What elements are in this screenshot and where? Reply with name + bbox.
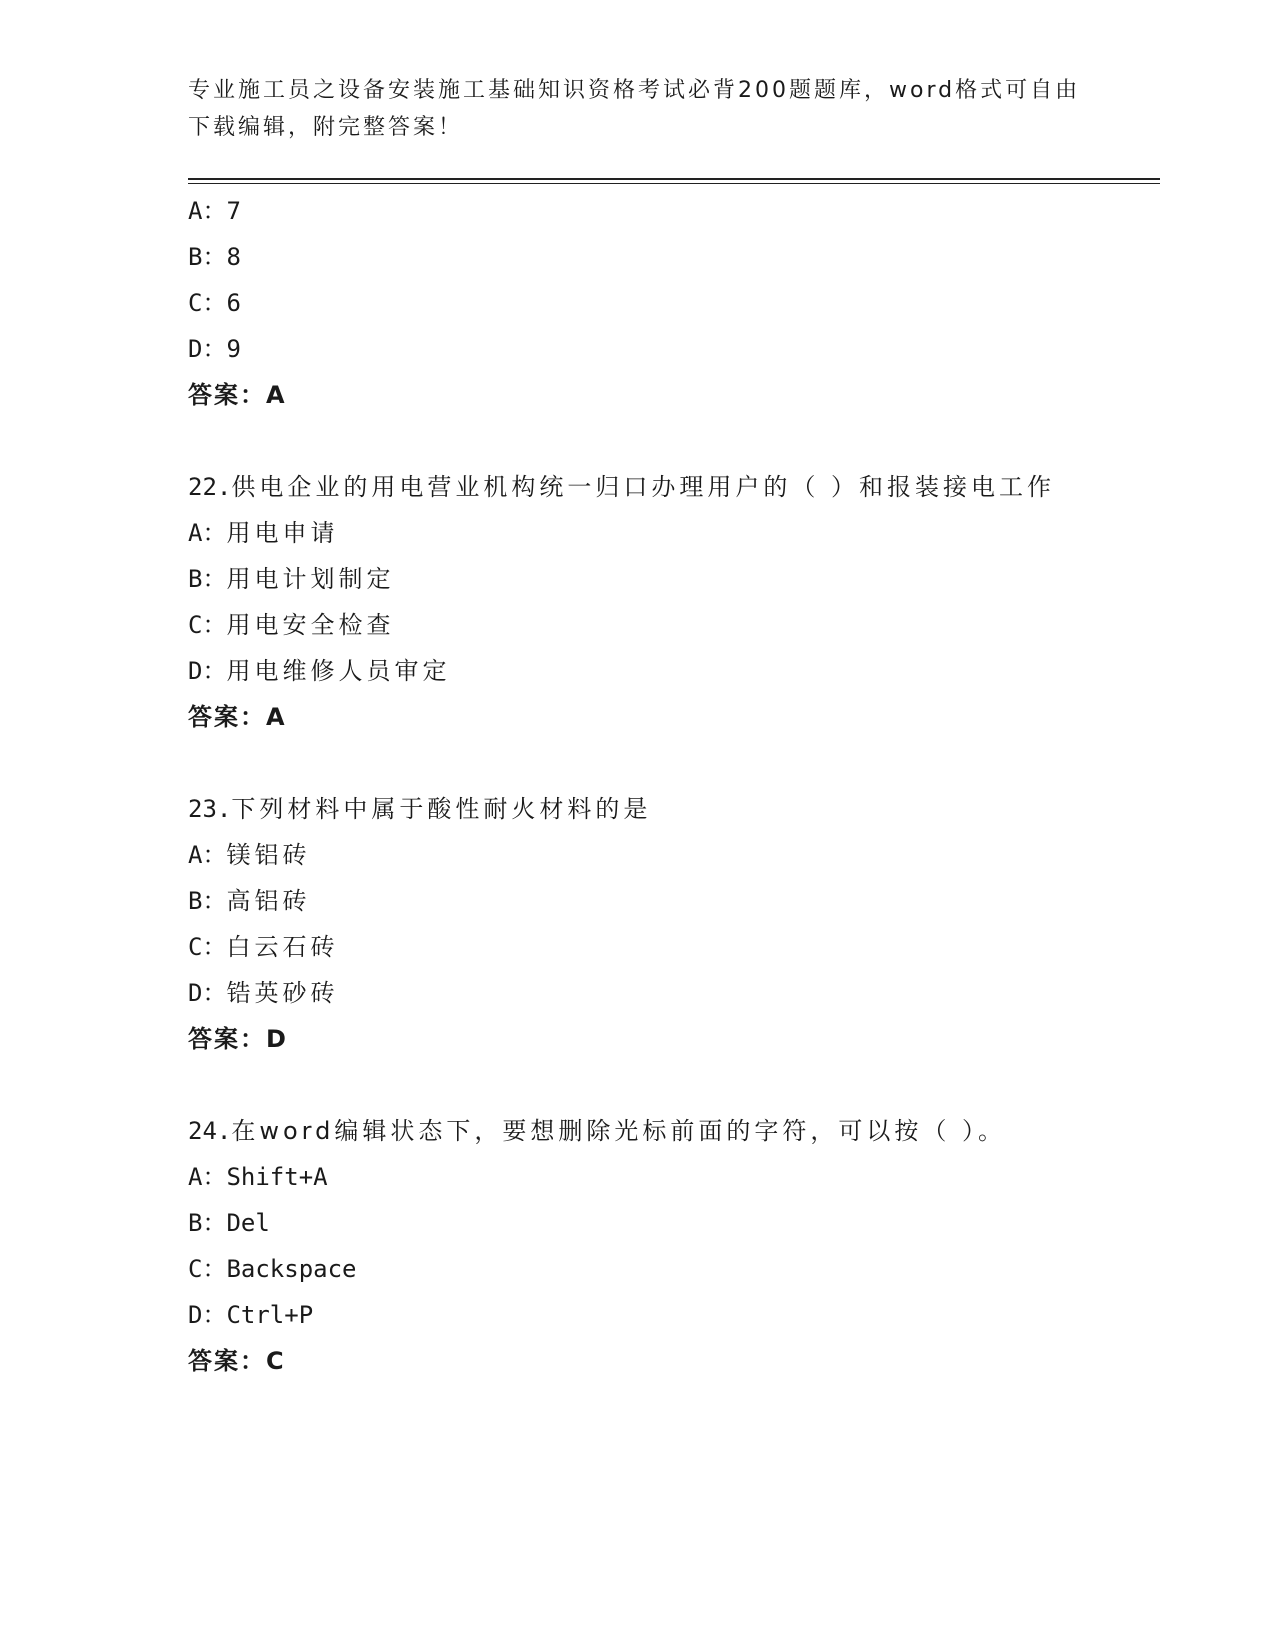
option-key: A： (188, 1163, 227, 1191)
option-d (188, 1292, 1088, 1338)
option-text: 用电安全检查 (226, 611, 395, 639)
document-title: 专业施工员之设备安装施工基础知识资格考试必背200题题库，word格式可自由下载编辑，附完整答案！ (188, 78, 1081, 140)
option-c (188, 1246, 1088, 1292)
option-c (188, 280, 1088, 326)
header-rule-thin (188, 183, 1160, 184)
option-a (188, 832, 1088, 878)
option-text: Shift+A (226, 1163, 328, 1191)
option-b (188, 878, 1088, 924)
option-key: B： (188, 565, 227, 593)
option-key: A： (188, 197, 227, 225)
option-key: B： (188, 243, 227, 271)
option-a (188, 510, 1088, 556)
option-b (188, 556, 1088, 602)
option-key: B： (188, 1209, 227, 1237)
question-21 (188, 188, 1088, 418)
question-text: 下列材料中属于酸性耐火材料的是 (231, 795, 652, 823)
question-23 (188, 786, 1088, 1062)
answer-label: 答案： (188, 703, 266, 731)
option-d (188, 970, 1088, 1016)
question-24 (188, 1108, 1088, 1384)
option-key: D： (188, 335, 227, 363)
answer-label: 答案： (188, 381, 266, 409)
question-stem (188, 1108, 1068, 1154)
option-key: A： (188, 519, 227, 547)
question-text: 在word编辑状态下，要想删除光标前面的字符，可以按（ ）。 (231, 1117, 1006, 1145)
option-text: Ctrl+P (226, 1301, 314, 1329)
answer-label: 答案： (188, 1347, 266, 1375)
option-a (188, 1154, 1088, 1200)
option-key: D： (188, 657, 227, 685)
option-text: 7 (226, 197, 241, 225)
spacer (188, 740, 1088, 786)
option-key: D： (188, 1301, 227, 1329)
answer-value: A (266, 381, 287, 409)
option-key: C： (188, 289, 227, 317)
question-number: 23. (188, 795, 232, 823)
answer-value: D (266, 1025, 288, 1053)
spacer (188, 418, 1088, 464)
question-22 (188, 464, 1088, 740)
option-text: 9 (226, 335, 241, 363)
header-rule-thick (188, 178, 1160, 180)
question-stem (188, 786, 1068, 832)
option-b (188, 234, 1088, 280)
option-text: Backspace (226, 1255, 357, 1283)
question-number: 24. (188, 1117, 232, 1145)
answer-line (188, 372, 1088, 418)
option-text: 用电计划制定 (226, 565, 395, 593)
option-key: C： (188, 1255, 227, 1283)
option-key: A： (188, 841, 227, 869)
option-key: B： (188, 887, 227, 915)
option-text: 镁铝砖 (226, 841, 311, 869)
option-text: 锆英砂砖 (226, 979, 339, 1007)
answer-value: C (266, 1347, 286, 1375)
option-d (188, 648, 1088, 694)
answer-line (188, 694, 1088, 740)
answer-label: 答案： (188, 1025, 266, 1053)
option-text: 高铝砖 (226, 887, 311, 915)
question-text: 供电企业的用电营业机构统一归口办理用户的（ ）和报装接电工作 (231, 473, 1055, 501)
spacer (188, 1062, 1088, 1108)
option-text: 用电申请 (226, 519, 339, 547)
option-key: D： (188, 979, 227, 1007)
option-b (188, 1200, 1088, 1246)
option-c (188, 924, 1088, 970)
option-c (188, 602, 1088, 648)
question-number: 22. (188, 473, 232, 501)
option-text: 白云石砖 (226, 933, 339, 961)
option-text: 8 (226, 243, 241, 271)
answer-value: A (266, 703, 287, 731)
answer-line (188, 1016, 1088, 1062)
option-key: C： (188, 611, 227, 639)
option-text: 6 (226, 289, 241, 317)
option-key: C： (188, 933, 227, 961)
option-a (188, 188, 1088, 234)
option-text: Del (226, 1209, 270, 1237)
question-list (188, 188, 1088, 1384)
option-d (188, 326, 1088, 372)
option-text: 用电维修人员审定 (226, 657, 451, 685)
answer-line (188, 1338, 1088, 1384)
question-stem (188, 464, 1068, 510)
